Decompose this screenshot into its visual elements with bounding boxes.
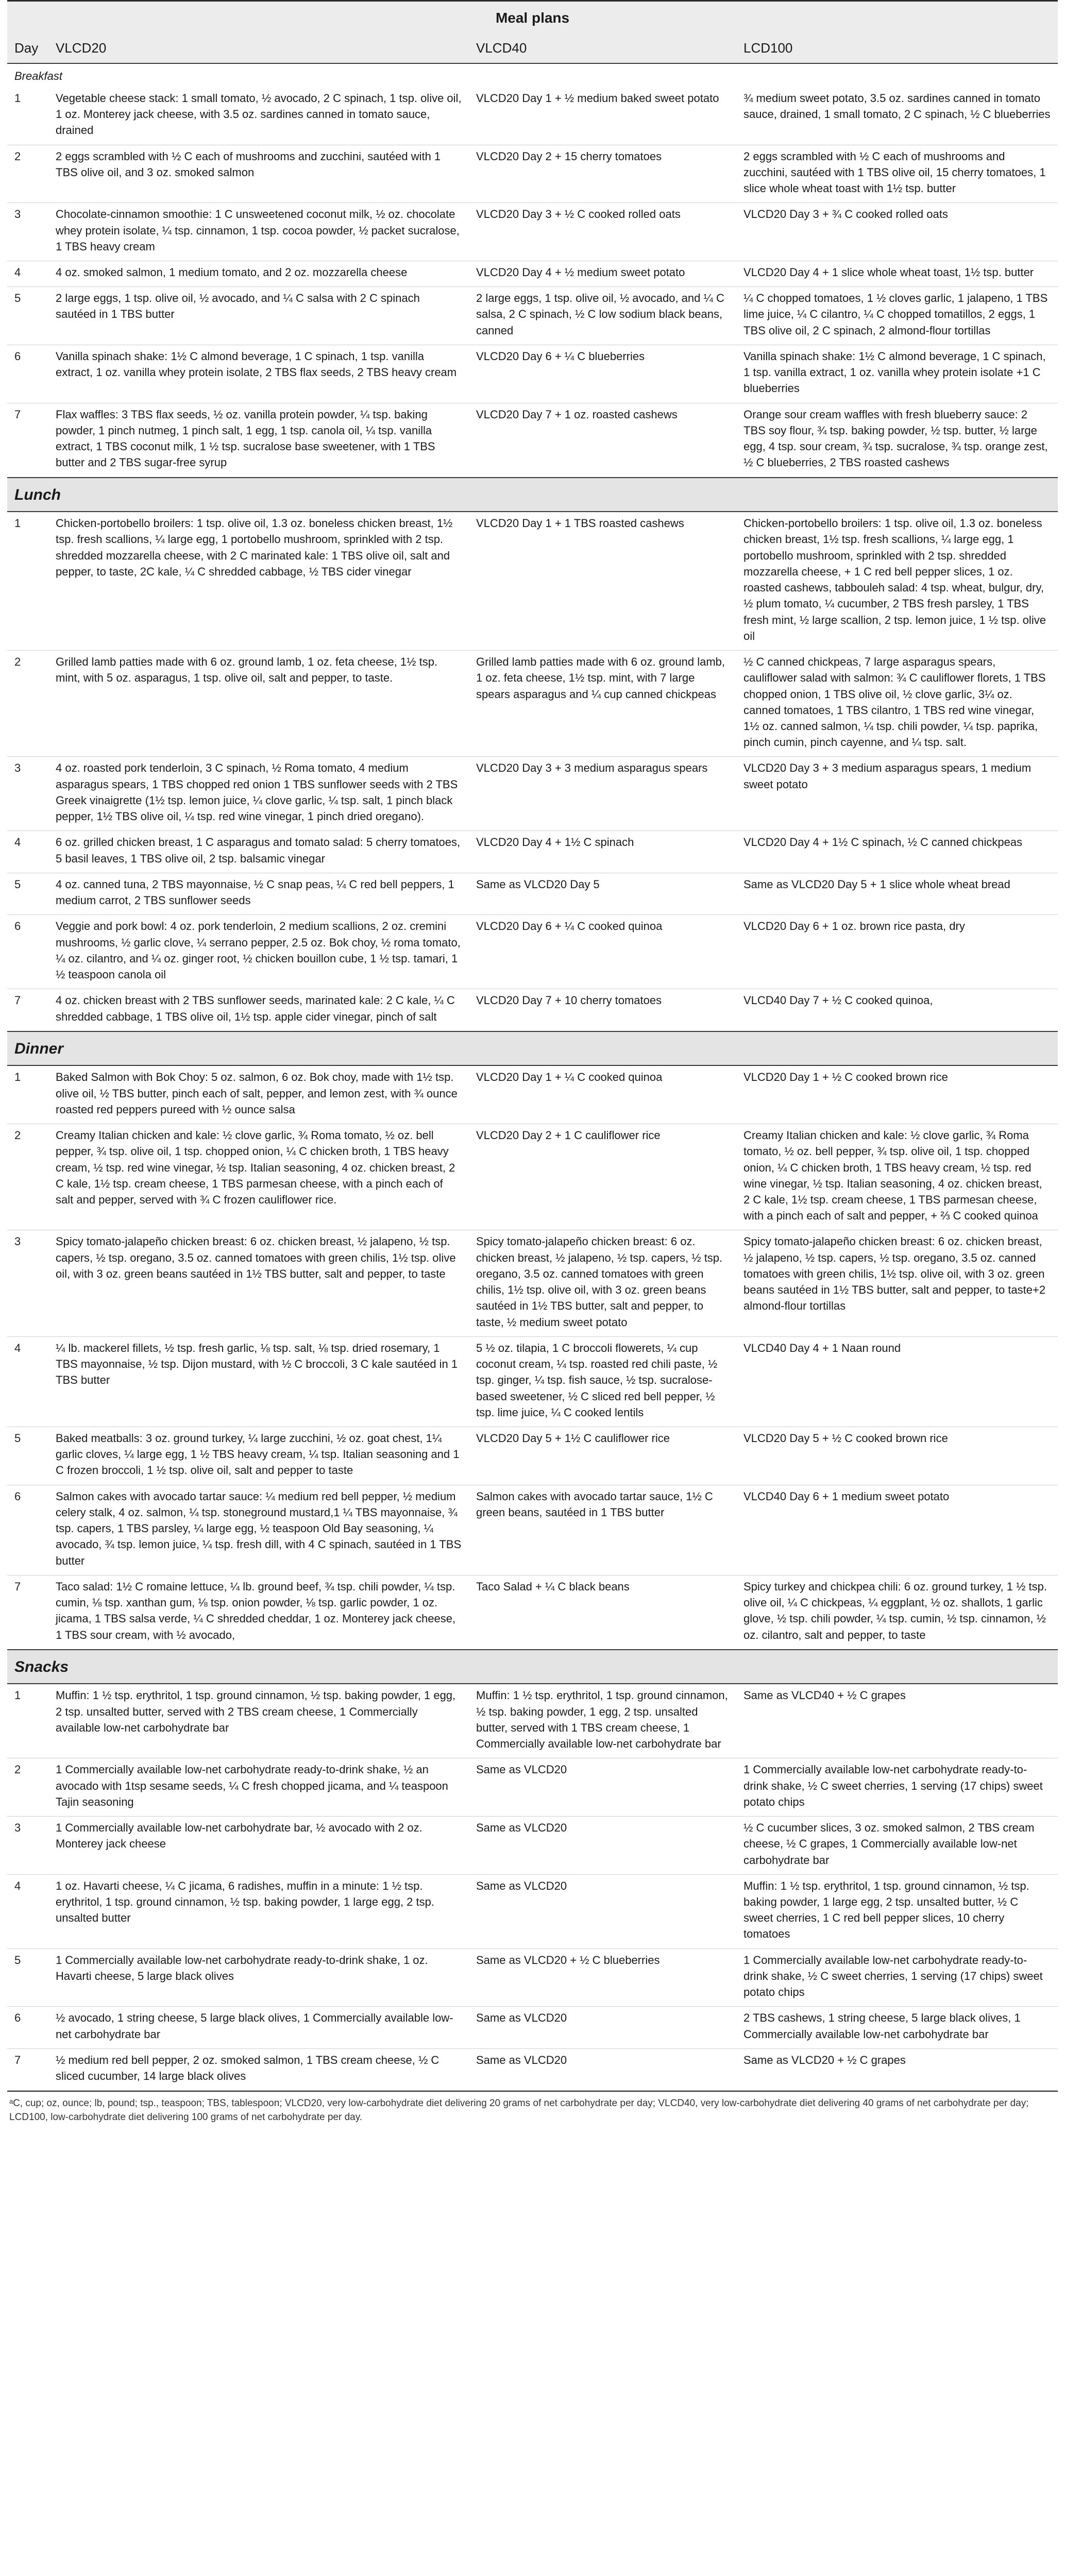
day-cell: 7 [7, 403, 48, 477]
day-cell: 7 [7, 1575, 48, 1649]
day-cell: 2 [7, 1124, 48, 1230]
day-cell: 3 [7, 757, 48, 831]
lcd100-cell: Same as VLCD40 + ½ C grapes [736, 1684, 1058, 1758]
table-row [7, 1336, 1058, 1427]
table-row [7, 87, 1058, 145]
vlcd20-cell: Flax waffles: 3 TBS flax seeds, ½ oz. vanilla protein powder, ¼ tsp. baking powder, 1 pinch nutmeg, 1 pinch salt, 1 egg, 1 tsp. canola oil, ¼ tsp. vanilla extract, 1 TBS coconut milk, 1 ½ tsp. sucralose base sweetener, with 1 TBS butter and 2 TBS sugar-free syrup [48, 403, 469, 477]
vlcd40-cell: VLCD20 Day 7 + 1 oz. roasted cashews [469, 403, 736, 477]
table-row [7, 261, 1058, 287]
vlcd20-cell: ¼ lb. mackerel fillets, ½ tsp. fresh garlic, ⅛ tsp. salt, ⅛ tsp. dried rosemary, 1 TBS mayonnaise, ½ tsp. Dijon mustard, with ½ C broccoli, 3 C kale sautéed in 1 TBS butter [48, 1336, 469, 1427]
lcd100-cell: ¾ medium sweet potato, 3.5 oz. sardines canned in tomato sauce, drained, 1 small tomato, 2 C spinach, ½ C blueberries [736, 87, 1058, 145]
lcd100-cell: ½ C canned chickpeas, 7 large asparagus spears, cauliflower salad with salmon: ¾ C cauliflower florets, 1 TBS chopped onion, 1 TBS olive oil, ½ clove garlic, 3¼ oz. canned tomatoes, 1 TBS cilantro, 1 TBS red wine vinegar, 1½ oz. canned salmon, ¼ tsp. chili powder, ¼ tsp. paprika, pinch cumin, pinch cayenne, and ¼ tsp. salt. [736, 651, 1058, 757]
vlcd40-cell: VLCD20 Day 2 + 1 C cauliflower rice [469, 1124, 736, 1230]
table-row [7, 1758, 1058, 1817]
table-row [7, 989, 1058, 1031]
vlcd20-cell: Spicy tomato-jalapeño chicken breast: 6 oz. chicken breast, ½ jalapeno, ½ tsp. capers, ½ tsp. oregano, 3.5 oz. canned tomatoes with green chilis, 1½ tsp. olive oil, with 3 oz. green beans sautéed in 1½ TBS butter, salt and pepper, to taste [48, 1230, 469, 1336]
table-row [7, 403, 1058, 477]
vlcd20-cell: Vegetable cheese stack: 1 small tomato, ½ avocado, 2 C spinach, 1 tsp. olive oil, 1 oz. Monterey jack cheese, with 3.5 oz. sardines canned in tomato sauce, drained [48, 87, 469, 145]
table-row [7, 2048, 1058, 2090]
day-cell: 5 [7, 287, 48, 345]
vlcd40-cell: VLCD20 Day 3 + 3 medium asparagus spears [469, 757, 736, 831]
table-row [7, 345, 1058, 403]
day-cell: 6 [7, 2007, 48, 2048]
lcd100-cell: Vanilla spinach shake: 1½ C almond beverage, 1 C spinach, 1 tsp. vanilla extract, 1 oz. vanilla whey protein isolate +1 C blueberries [736, 345, 1058, 403]
table-title-row [7, 1, 1058, 33]
column-header-vlcd20: VLCD20 [48, 33, 469, 63]
vlcd20-cell: Taco salad: 1½ C romaine lettuce, ¼ lb. ground beef, ¾ tsp. chili powder, ¼ tsp. cumin, ⅛ tsp. xanthan gum, ⅛ tsp. onion powder, ⅛ tsp. garlic powder, 1 oz. jicama, 1 TBS salsa verde, ¼ C shredded cheddar, 1 oz. Monterey jack cheese, 1 TBS sour cream, with ½ avocado, [48, 1575, 469, 1649]
table-body [7, 63, 1058, 2091]
vlcd20-cell: 1 oz. Havarti cheese, ¼ C jicama, 6 radishes, muffin in a minute: 1 ½ tsp. erythritol, 1 tsp. ground cinnamon, ½ tsp. baking powder, 1 large egg, 2 tsp. unsalted butter [48, 1874, 469, 1948]
table-row [7, 1874, 1058, 1948]
lcd100-cell: VLCD20 Day 4 + 1½ C spinach, ½ C canned chickpeas [736, 831, 1058, 873]
column-header-vlcd40: VLCD40 [469, 33, 736, 63]
vlcd40-cell: Same as VLCD20 [469, 1758, 736, 1817]
lcd100-cell: VLCD20 Day 1 + ½ C cooked brown rice [736, 1065, 1058, 1124]
table-row [7, 1065, 1058, 1124]
table-row [7, 203, 1058, 261]
vlcd40-cell: Same as VLCD20 + ½ C blueberries [469, 1948, 736, 2007]
vlcd40-cell: VLCD20 Day 6 + ¼ C blueberries [469, 345, 736, 403]
lcd100-cell: VLCD40 Day 6 + 1 medium sweet potato [736, 1485, 1058, 1575]
vlcd40-cell: VLCD20 Day 1 + 1 TBS roasted cashews [469, 512, 736, 650]
day-cell: 1 [7, 512, 48, 650]
lcd100-cell: Spicy turkey and chickpea chili: 6 oz. ground turkey, 1 ½ tsp. olive oil, ¼ C chickpeas, ¼ eggplant, ½ oz. shallots, 1 garlic glove, ½ tsp. chili powder, ¼ tsp. cumin, ½ tsp. cinnamon, ½ oz. cilantro, salt and pepper, to taste [736, 1575, 1058, 1649]
table-row [7, 145, 1058, 203]
table-row [7, 287, 1058, 345]
lcd100-cell: VLCD20 Day 4 + 1 slice whole wheat toast, 1½ tsp. butter [736, 261, 1058, 287]
vlcd20-cell: Salmon cakes with avocado tartar sauce: ¼ medium red bell pepper, ½ medium celery stalk, 4 oz. salmon, ¼ tsp. stoneground mustard,1 ¼ TBS mayonnaise, ¾ tsp. capers, 1 TBS parsley, ¼ large egg, ½ teaspoon Old Bay seasoning, ¼ avocado, ¾ tsp. lemon juice, ¼ tsp. fresh dill, with 4 C spinach, sautéed in 1 TBS butter [48, 1485, 469, 1575]
table-row [7, 1948, 1058, 2007]
vlcd40-cell: Same as VLCD20 [469, 2007, 736, 2048]
lcd100-cell: VLCD20 Day 5 + ½ C cooked brown rice [736, 1427, 1058, 1485]
lcd100-cell: VLCD40 Day 7 + ½ C cooked quinoa, [736, 989, 1058, 1031]
section-header-row [7, 478, 1058, 512]
section-label: Lunch [7, 478, 1058, 512]
lcd100-cell: 2 TBS cashews, 1 string cheese, 5 large black olives, 1 Commercially available low-net carbohydrate bar [736, 2007, 1058, 2048]
day-cell: 7 [7, 2048, 48, 2090]
column-header-lcd100: LCD100 [736, 33, 1058, 63]
lcd100-cell: ¼ C chopped tomatoes, 1 ½ cloves garlic, 1 jalapeno, 1 TBS lime juice, ¼ C cilantro, ¼ C chopped tomatillos, 2 eggs, 1 TBS olive oil, 2 C spinach, 2 almond-flour tortillas [736, 287, 1058, 345]
vlcd40-cell: VLCD20 Day 5 + 1½ C cauliflower rice [469, 1427, 736, 1485]
vlcd40-cell: VLCD20 Day 2 + 15 cherry tomatoes [469, 145, 736, 203]
table-footnote: ᵃC, cup; oz, ounce; lb, pound; tsp., teaspoon; TBS, tablespoon; VLCD20, very low-carbohydrate diet delivering 20 grams of net carbohydrate per day; VLCD40, very low-carbohydrate diet delivering 40 grams of net carbohydrate per day; LCD100, low-carbohydrate diet delivering 100 grams of net carbohydrate per day. [7, 2091, 1058, 2124]
vlcd40-cell: Muffin: 1 ½ tsp. erythritol, 1 tsp. ground cinnamon, ½ tsp. baking powder, 1 egg, 2 tsp. unsalted butter, served with 1 TBS cream cheese, 1 Commercially available low-net carbohydrate bar [469, 1684, 736, 1758]
day-cell: 5 [7, 873, 48, 914]
table-row [7, 1575, 1058, 1649]
vlcd20-cell: 6 oz. grilled chicken breast, 1 C asparagus and tomato salad: 5 cherry tomatoes, 5 basil leaves, 1 TBS olive oil, 2 tsp. balsamic vinegar [48, 831, 469, 873]
vlcd20-cell: 4 oz. canned tuna, 2 TBS mayonnaise, ½ C snap peas, ¼ C red bell peppers, 1 medium carrot, 2 TBS sunflower seeds [48, 873, 469, 914]
day-cell: 2 [7, 651, 48, 757]
vlcd20-cell: 4 oz. chicken breast with 2 TBS sunflower seeds, marinated kale: 2 C kale, ¼ C shredded cabbage, 1 TBS olive oil, 1½ tsp. apple cider vinegar, pinch of salt [48, 989, 469, 1031]
vlcd40-cell: VLCD20 Day 6 + ¼ C cooked quinoa [469, 915, 736, 989]
vlcd20-cell: Veggie and pork bowl: 4 oz. pork tenderloin, 2 medium scallions, 2 oz. cremini mushrooms, ½ garlic clove, ¼ serrano pepper, 2.5 oz. Bok choy, ½ roma tomato, ¼ oz. cilantro, and ¼ oz. ginger root, ½ chicken bouillon cube, 1 ½ tsp. tamari, 1 ½ teaspoon canola oil [48, 915, 469, 989]
vlcd20-cell: Grilled lamb patties made with 6 oz. ground lamb, 1 oz. feta cheese, 1½ tsp. mint, with 5 oz. asparagus, 1 tsp. olive oil, salt and pepper, to taste. [48, 651, 469, 757]
vlcd40-cell: VLCD20 Day 1 + ½ medium baked sweet potato [469, 87, 736, 145]
vlcd20-cell: Vanilla spinach shake: 1½ C almond beverage, 1 C spinach, 1 tsp. vanilla extract, 1 oz. vanilla whey protein isolate, 2 TBS flax seeds, 2 TBS heavy cream [48, 345, 469, 403]
lcd100-cell: Creamy Italian chicken and kale: ½ clove garlic, ¾ Roma tomato, ½ oz. bell pepper, ¾ tsp. olive oil, 1 tsp. chopped onion, ¼ C chicken broth, 1 TBS heavy cream, ½ tsp. red wine vinegar, ½ tsp. Italian seasoning, 4 oz. chicken breast, 2 C kale, 1½ tsp. cream cheese, 1 TBS parmesan cheese, with a pinch each of salt and pepper, + ⅔ C cooked quinoa [736, 1124, 1058, 1230]
vlcd20-cell: Baked Salmon with Bok Choy: 5 oz. salmon, 6 oz. Bok choy, made with 1½ tsp. olive oil, ½ TBS butter, pinch each of salt, pepper, and lemon zest, with ¾ ounce roasted red peppers pureed with ½ ounce salsa [48, 1065, 469, 1124]
section-label: Dinner [7, 1031, 1058, 1066]
vlcd40-cell: VLCD20 Day 1 + ¼ C cooked quinoa [469, 1065, 736, 1124]
day-cell: 3 [7, 1817, 48, 1875]
vlcd40-cell: Taco Salad + ¼ C black beans [469, 1575, 736, 1649]
day-cell: 3 [7, 203, 48, 261]
vlcd40-cell: VLCD20 Day 4 + 1½ C spinach [469, 831, 736, 873]
vlcd20-cell: 4 oz. roasted pork tenderloin, 3 C spinach, ½ Roma tomato, 4 medium asparagus spears, 1 TBS chopped red onion 1 TBS sunflower seeds with 2 TBS Greek vinaigrette (1½ tsp. lemon juice, ¼ clove garlic, ¼ tsp. salt, 1 pinch black pepper, 1½ TBS olive oil, ¼ tsp. red wine vinegar, 1 pinch dried oregano). [48, 757, 469, 831]
vlcd20-cell: ½ avocado, 1 string cheese, 5 large black olives, 1 Commercially available low-net carbohydrate bar [48, 2007, 469, 2048]
vlcd40-cell: VLCD20 Day 3 + ½ C cooked rolled oats [469, 203, 736, 261]
section-label: Breakfast [14, 69, 62, 82]
lcd100-cell: Spicy tomato-jalapeño chicken breast: 6 oz. chicken breast, ½ jalapeno, ½ tsp. capers, ½ tsp. oregano, 3.5 oz. canned tomatoes with green chilis, 1½ tsp. olive oil, with 3 oz. green beans sautéed in 1½ TBS butter, salt and pepper, to taste+2 almond-flour tortillas [736, 1230, 1058, 1336]
day-cell: 1 [7, 1684, 48, 1758]
column-header-day: Day [7, 33, 48, 63]
lcd100-cell: Orange sour cream waffles with fresh blueberry sauce: 2 TBS soy flour, ¾ tsp. baking powder, ½ tsp. butter, ½ large egg, 4 tsp. sour cream, ¾ tsp. sucralose, ¾ tsp. orange zest, ½ C blueberries, 2 TBS roasted cashews [736, 403, 1058, 477]
vlcd20-cell: Chicken-portobello broilers: 1 tsp. olive oil, 1.3 oz. boneless chicken breast, 1½ tsp. fresh scallions, ¼ large egg, 1 portobello mushroom, sprinkled with 2 tsp. shredded mozzarella cheese, with 2 C marinated kale: 1 TBS olive oil, salt and pepper, to taste, 2C kale, ¼ C shredded cabbage, ½ TBS cider vinegar [48, 512, 469, 650]
vlcd40-cell: VLCD20 Day 4 + ½ medium sweet potato [469, 261, 736, 287]
lcd100-cell: Same as VLCD20 Day 5 + 1 slice whole wheat bread [736, 873, 1058, 914]
day-cell: 6 [7, 915, 48, 989]
vlcd20-cell: Chocolate-cinnamon smoothie: 1 C unsweetened coconut milk, ½ oz. chocolate whey protein isolate, ¼ tsp. cinnamon, 1 tsp. cocoa powder, ½ packet sucralose, 1 TBS heavy cream [48, 203, 469, 261]
table-row [7, 1230, 1058, 1336]
table-row [7, 1427, 1058, 1485]
table-row [7, 831, 1058, 873]
lcd100-cell: VLCD20 Day 6 + 1 oz. brown rice pasta, dry [736, 915, 1058, 989]
section-header-row [7, 1031, 1058, 1066]
lcd100-cell: VLCD20 Day 3 + 3 medium asparagus spears, 1 medium sweet potato [736, 757, 1058, 831]
day-cell: 2 [7, 145, 48, 203]
lcd100-cell: Same as VLCD20 + ½ C grapes [736, 2048, 1058, 2090]
vlcd20-cell: Muffin: 1 ½ tsp. erythritol, 1 tsp. ground cinnamon, ½ tsp. baking powder, 1 egg, 2 tsp. unsalted butter, served with 2 TBS cream cheese, 1 Commercially available low-net carbohydrate bar [48, 1684, 469, 1758]
table-title: Meal plans [7, 1, 1058, 33]
table-row [7, 757, 1058, 831]
table-row [7, 873, 1058, 914]
vlcd20-cell: ½ medium red bell pepper, 2 oz. smoked salmon, 1 TBS cream cheese, ½ C sliced cucumber, 14 large black olives [48, 2048, 469, 2090]
vlcd20-cell: 2 large eggs, 1 tsp. olive oil, ½ avocado, and ¼ C salsa with 2 C spinach sautéed in 1 TBS butter [48, 287, 469, 345]
vlcd40-cell: Same as VLCD20 [469, 1874, 736, 1948]
section-header-row [7, 1650, 1058, 1684]
meal-plans-table [7, 0, 1058, 2091]
lcd100-cell: ½ C cucumber slices, 3 oz. smoked salmon, 2 TBS cream cheese, ½ C grapes, 1 Commercially available low-net carbohydrate bar [736, 1817, 1058, 1875]
day-cell: 1 [7, 1065, 48, 1124]
day-cell: 4 [7, 831, 48, 873]
vlcd20-cell: Baked meatballs: 3 oz. ground turkey, ¼ large zucchini, ½ oz. goat chest, 1¼ garlic cloves, ¼ large egg, 1 ½ TBS heavy cream, ¼ tsp. Italian seasoning and 1 C frozen broccoli, 1 ½ tsp. olive oil, salt and pepper to taste [48, 1427, 469, 1485]
day-cell: 7 [7, 989, 48, 1031]
vlcd40-cell: Same as VLCD20 [469, 2048, 736, 2090]
vlcd40-cell: Salmon cakes with avocado tartar sauce, 1½ C green beans, sautéed in 1 TBS butter [469, 1485, 736, 1575]
day-cell: 4 [7, 261, 48, 287]
day-cell: 6 [7, 345, 48, 403]
table-row [7, 2007, 1058, 2048]
vlcd20-cell: 1 Commercially available low-net carbohydrate bar, ½ avocado with 2 oz. Monterey jack cheese [48, 1817, 469, 1875]
day-cell: 1 [7, 87, 48, 145]
vlcd20-cell: 1 Commercially available low-net carbohydrate ready-to-drink shake, ½ an avocado with 1tsp sesame seeds, ¼ C fresh chopped jicama, and ¼ teaspoon Tajin seasoning [48, 1758, 469, 1817]
lcd100-cell: VLCD40 Day 4 + 1 Naan round [736, 1336, 1058, 1427]
day-cell: 4 [7, 1874, 48, 1948]
day-cell: 5 [7, 1427, 48, 1485]
table-row [7, 512, 1058, 650]
vlcd40-cell: Same as VLCD20 Day 5 [469, 873, 736, 914]
table-row [7, 1485, 1058, 1575]
vlcd40-cell: Grilled lamb patties made with 6 oz. ground lamb, 1 oz. feta cheese, 1½ tsp. mint, with 7 large spears asparagus and ¼ cup canned chickpeas [469, 651, 736, 757]
lcd100-cell: 2 eggs scrambled with ½ C each of mushrooms and zucchini, sautéed with 1 TBS olive oil, 15 cherry tomatoes, 1 slice whole wheat toast with 1½ tsp. butter [736, 145, 1058, 203]
day-cell: 5 [7, 1948, 48, 2007]
vlcd20-cell: 4 oz. smoked salmon, 1 medium tomato, and 2 oz. mozzarella cheese [48, 261, 469, 287]
table-row [7, 1124, 1058, 1230]
vlcd20-cell: Creamy Italian chicken and kale: ½ clove garlic, ¾ Roma tomato, ½ oz. bell pepper, ¾ tsp. olive oil, 1 tsp. chopped onion, ¼ C chicken broth, 1 TBS heavy cream, ½ tsp. red wine vinegar, ½ tsp. Italian seasoning, 4 oz. chicken breast, 2 C kale, 1½ tsp. cream cheese, 1 TBS parmesan cheese, with a pinch each of salt and pepper, served with ¾ C frozen cauliflower rice. [48, 1124, 469, 1230]
day-cell: 3 [7, 1230, 48, 1336]
table-row [7, 651, 1058, 757]
lcd100-cell: 1 Commercially available low-net carbohydrate ready-to-drink shake, ½ C sweet cherries, 1 serving (17 chips) sweet potato chips [736, 1758, 1058, 1817]
lcd100-cell: Chicken-portobello broilers: 1 tsp. olive oil, 1.3 oz. boneless chicken breast, 1½ tsp. fresh scallions, ¼ large egg, 1 portobello mushroom, sprinkled with 2 tsp. shredded mozzarella cheese, + 1 C red bell pepper slices, 1 oz. roasted cashews, tabbouleh salad: 4 tsp. wheat, bulgur, dry, ½ plum tomato, ¼ cucumber, 2 TBS fresh parsley, 1 TBS fresh mint, ½ large scallion, 2 tsp. lemon juice, 1 ½ tsp. olive oil [736, 512, 1058, 650]
day-cell: 4 [7, 1336, 48, 1427]
day-cell: 6 [7, 1485, 48, 1575]
vlcd40-cell: Same as VLCD20 [469, 1817, 736, 1875]
vlcd40-cell: Spicy tomato-jalapeño chicken breast: 6 oz. chicken breast, ½ jalapeno, ½ tsp. capers, ½ tsp. oregano, 3.5 oz. canned tomatoes with green chilis, 1½ tsp. olive oil, with 3 oz. green beans sautéed in 1½ TBS butter, salt and pepper, to taste, ½ medium sweet potato [469, 1230, 736, 1336]
vlcd40-cell: VLCD20 Day 7 + 10 cherry tomatoes [469, 989, 736, 1031]
section-label: Snacks [7, 1650, 1058, 1684]
lcd100-cell: Muffin: 1 ½ tsp. erythritol, 1 tsp. ground cinnamon, ½ tsp. baking powder, 1 large egg, 2 tsp. unsalted butter, ½ C sweet cherries, 1 C red bell pepper slices, 10 cherry tomatoes [736, 1874, 1058, 1948]
lcd100-cell: VLCD20 Day 3 + ¾ C cooked rolled oats [736, 203, 1058, 261]
table-row [7, 915, 1058, 989]
column-header-row [7, 33, 1058, 63]
lcd100-cell: 1 Commercially available low-net carbohydrate ready-to-drink shake, ½ C sweet cherries, 1 serving (17 chips) sweet potato chips [736, 1948, 1058, 2007]
section-header-row [7, 63, 1058, 87]
day-cell: 2 [7, 1758, 48, 1817]
vlcd20-cell: 1 Commercially available low-net carbohydrate ready-to-drink shake, 1 oz. Havarti cheese, 5 large black olives [48, 1948, 469, 2007]
table-row [7, 1684, 1058, 1758]
vlcd40-cell: 2 large eggs, 1 tsp. olive oil, ½ avocado, and ¼ C salsa, 2 C spinach, ½ C low sodium black beans, canned [469, 287, 736, 345]
table-row [7, 1817, 1058, 1875]
vlcd40-cell: 5 ½ oz. tilapia, 1 C broccoli flowerets, ¼ cup coconut cream, ¼ tsp. roasted red chili paste, ½ tsp. ginger, ¼ tsp. fish sauce, ½ tsp. sucralose-based sweetener, ½ C sliced red bell pepper, ½ tsp. lime juice, ¼ C cooked lentils [469, 1336, 736, 1427]
vlcd20-cell: 2 eggs scrambled with ½ C each of mushrooms and zucchini, sautéed with 1 TBS olive oil, and 3 oz. smoked salmon [48, 145, 469, 203]
